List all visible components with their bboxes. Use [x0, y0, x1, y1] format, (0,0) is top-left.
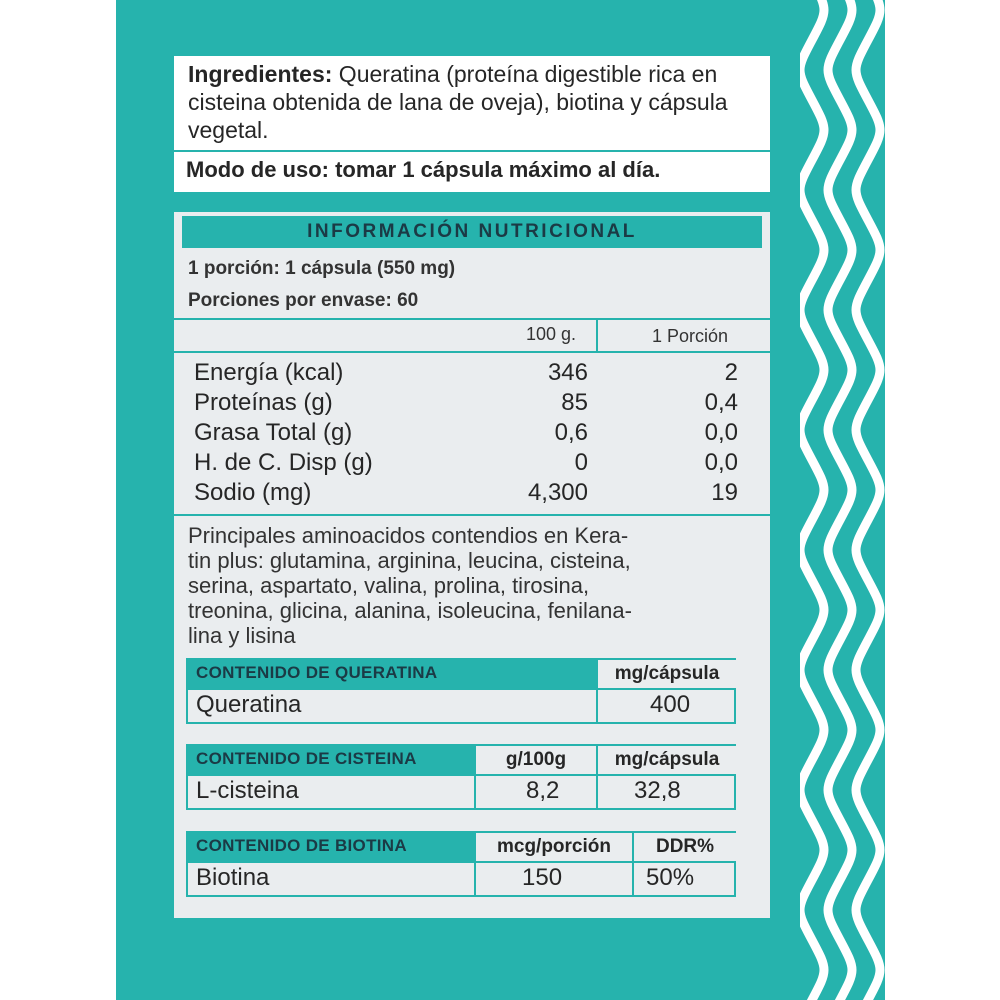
value-per-portion: 0,0	[704, 449, 738, 476]
biotin-table	[186, 831, 736, 897]
cysteine-col1-header: g/100g	[474, 746, 596, 774]
divider	[596, 318, 598, 353]
divider	[188, 774, 734, 776]
divider	[174, 351, 770, 353]
amino-line: serina, aspartato, valina, prolina, tirosina,	[188, 573, 590, 598]
serving-size: 1 porción: 1 cápsula (550 mg)	[188, 258, 456, 279]
nutrition-row	[194, 419, 744, 449]
biotin-table-title: CONTENIDO DE BIOTINA	[196, 836, 407, 855]
cysteine-value2: 32,8	[634, 777, 681, 804]
nutrition-row	[194, 449, 744, 479]
biotin-value1: 150	[522, 864, 563, 891]
cysteine-value1: 8,2	[526, 777, 560, 804]
divider	[596, 774, 598, 808]
keratin-table-title: CONTENIDO DE QUERATINA	[196, 663, 438, 682]
nutrient-label: Sodio (mg)	[194, 479, 312, 506]
value-per-100g: 0,6	[554, 419, 588, 446]
keratin-row-label: Queratina	[196, 691, 302, 718]
biotin-value2: 50%	[646, 864, 695, 891]
divider	[474, 774, 476, 808]
divider	[188, 861, 734, 863]
wave-stripe	[828, 0, 852, 1000]
value-per-portion: 0,0	[704, 419, 738, 446]
biotin-col1-header: mcg/porción	[474, 833, 632, 861]
nutrition-row	[194, 389, 744, 419]
wave-stripe	[856, 0, 880, 1000]
amino-acids-text	[188, 523, 748, 648]
value-per-100g: 85	[561, 389, 588, 416]
biotin-col2-header: DDR%	[632, 833, 736, 861]
nutrition-header-title: INFORMACIÓN NUTRICIONAL	[307, 221, 637, 242]
value-per-portion: 2	[724, 359, 738, 386]
divider	[174, 514, 770, 516]
nutrient-label: H. de C. Disp (g)	[194, 449, 373, 476]
value-per-100g: 346	[547, 359, 588, 386]
divider	[596, 688, 598, 722]
amino-line: tin plus: glutamina, arginina, leucina, cisteina,	[188, 548, 631, 573]
amino-line: lina y lisina	[188, 623, 296, 648]
divider	[474, 861, 476, 895]
amino-line: treonina, glicina, alanina, isoleucina, fenilana-	[188, 598, 632, 623]
cysteine-col2-header: mg/cápsula	[596, 746, 736, 774]
ingredients-text	[188, 60, 758, 144]
divider	[188, 688, 734, 690]
nutrition-row	[194, 359, 744, 389]
divider	[632, 861, 634, 895]
keratin-table	[186, 658, 736, 724]
value-per-portion: 19	[711, 479, 738, 506]
nutrient-label: Proteínas (g)	[194, 389, 333, 416]
servings-per-container: Porciones por envase: 60	[188, 290, 419, 311]
keratin-value: 400	[650, 691, 691, 718]
keratin-col-header: mg/cápsula	[596, 660, 736, 688]
value-per-100g: 0	[574, 449, 588, 476]
biotin-row-label: Biotina	[196, 864, 270, 891]
usage-text: Modo de uso: tomar 1 cápsula máximo al día.	[186, 157, 661, 182]
wave-stripe	[800, 0, 824, 1000]
cysteine-row-label: L-cisteina	[196, 777, 299, 804]
value-per-portion: 0,4	[704, 389, 738, 416]
amino-line: Principales aminoacidos contendios en Kera-	[188, 523, 629, 548]
cysteine-table	[186, 744, 736, 810]
divider	[174, 318, 770, 320]
ingredients-label: Ingredientes:	[188, 61, 333, 87]
nutrition-header	[182, 216, 762, 248]
cysteine-table-title: CONTENIDO DE CISTEINA	[196, 749, 417, 768]
ingredients-body: Queratina (proteína digestible rica en cisteina obtenida de lana de oveja), biotina y cápsula vegetal.	[188, 61, 728, 143]
nutrient-label: Energía (kcal)	[194, 359, 344, 386]
wave-pattern	[800, 0, 885, 1000]
column-header-100g: 100 g.	[526, 324, 577, 344]
column-header-portion: 1 Porción	[652, 326, 729, 346]
nutrient-label: Grasa Total (g)	[194, 419, 353, 446]
nutrition-row	[194, 479, 744, 509]
value-per-100g: 4,300	[527, 479, 588, 506]
